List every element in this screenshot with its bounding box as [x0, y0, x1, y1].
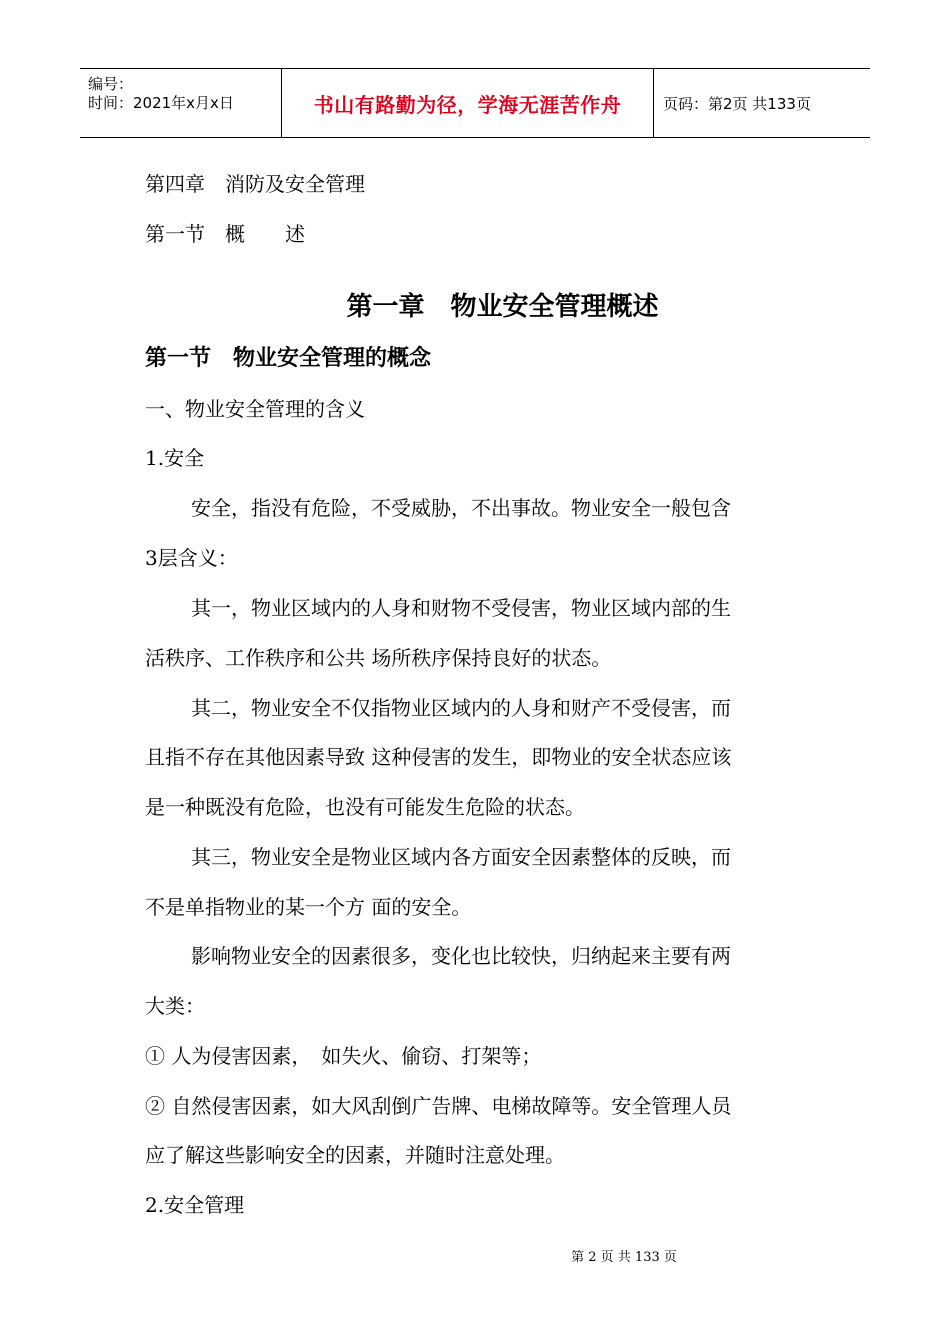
subheading-1: 一、物业安全管理的含义 — [145, 397, 365, 421]
paragraph-line: 且指不存在其他因素导致 这种侵害的发生，即物业的安全状态应该 — [145, 745, 732, 769]
header-table — [80, 68, 870, 138]
paragraph-line: 其二，物业安全不仅指物业区域内的人身和财产不受侵害，而 — [191, 696, 731, 720]
paragraph-line: 影响物业安全的因素很多，变化也比较快，归纳起来主要有两 — [191, 944, 731, 968]
item-heading-1: 1.安全 — [145, 446, 205, 470]
chapter-title: 第一章 物业安全管理概述 — [346, 292, 659, 322]
paragraph-line: 是一种既没有危险，也没有可能发生危险的状态。 — [145, 795, 585, 819]
toc-section-line: 第一节 概 述 — [145, 222, 305, 246]
list-item-continuation: 应了解这些影响安全的因素，并随时注意处理。 — [145, 1143, 565, 1167]
page-info: 页码：第2页 共133页 — [663, 94, 811, 113]
header-meta-cell — [80, 69, 282, 137]
paragraph-line: 其一，物业区域内的人身和财物不受侵害，物业区域内部的生 — [191, 596, 731, 620]
paragraph-line: 安全，指没有危险，不受威胁，不出事故。物业安全一般包含 — [191, 496, 731, 520]
motto-text: 书山有路勤为径，学海无涯苦作舟 — [313, 92, 622, 117]
number-label: 编号： — [88, 75, 134, 93]
paragraph-line: 活秩序、工作秩序和公共 场所秩序保持良好的状态。 — [145, 646, 612, 670]
paragraph-line: 其三，物业安全是物业区域内各方面安全因素整体的反映，而 — [191, 845, 731, 869]
paragraph-line: 大类： — [145, 994, 205, 1018]
item-heading-2: 2.安全管理 — [145, 1193, 245, 1217]
paragraph-line: 3层含义： — [145, 546, 238, 570]
time-label: 时间：2021年x月x日 — [88, 94, 234, 112]
section-title: 第一节 物业安全管理的概念 — [145, 345, 432, 371]
list-item: ① 人为侵害因素， 如失火、偷窃、打架等； — [145, 1044, 542, 1068]
page-footer: 第 2 页 共 133 页 — [571, 1250, 677, 1265]
header-motto-cell — [282, 69, 654, 137]
paragraph-line: 不是单指物业的某一个方 面的安全。 — [145, 895, 472, 919]
header-page-cell — [654, 69, 870, 137]
list-item: ② 自然侵害因素，如大风刮倒广告牌、电梯故障等。安全管理人员 — [145, 1094, 732, 1118]
toc-chapter-line: 第四章 消防及安全管理 — [145, 172, 365, 196]
